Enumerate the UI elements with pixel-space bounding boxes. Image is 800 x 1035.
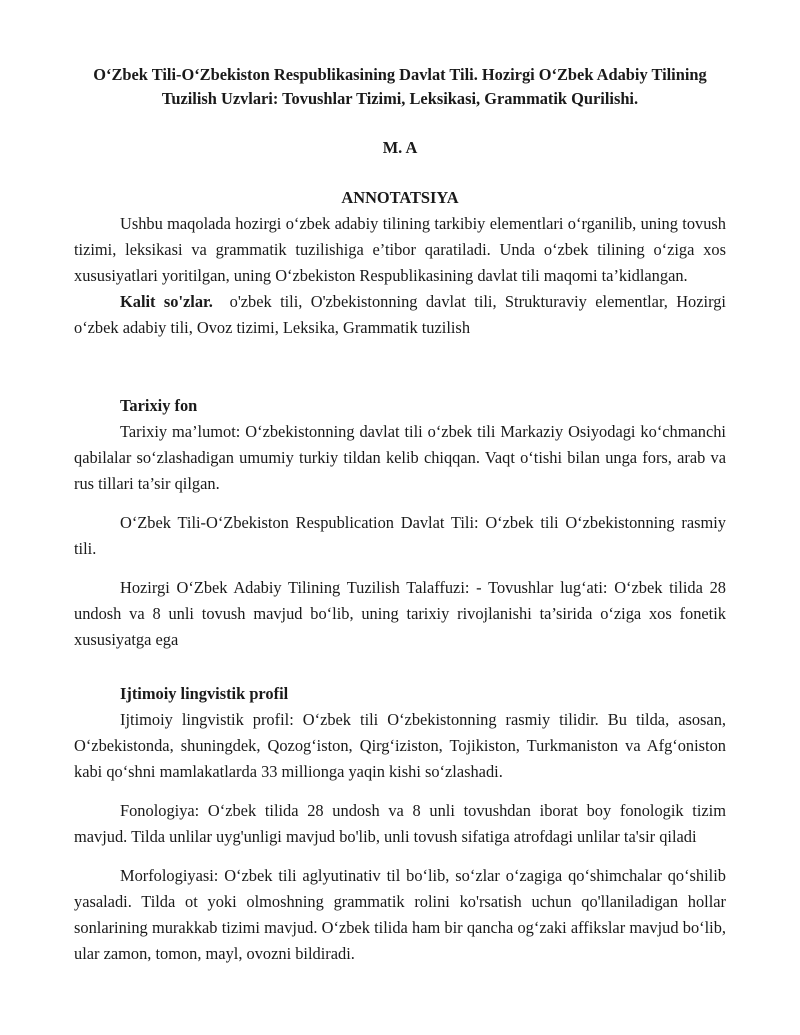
- morphology-paragraph: Morfologiyasi: O‘zbek tili aglyutinativ til bo‘lib, so‘zlar o‘zagiga qo‘shimchalar qo‘shilib yasaladi. Tilda ot yoki olmoshning grammatik rolini ko'rsatish uchun qo'llaniladigan hollar sonlarining murakkab tizimi mavjud. O‘zbek tilida ham bir qancha og‘zaki affikslar mavjud bo‘lib, ular zamon, tomon, mayl, ovozni bildiradi.: [74, 866, 726, 963]
- history-paragraph-1: Tarixiy ma’lumot: O‘zbekistonning davlat tili o‘zbek tili Markaziy Osiyodagi ko‘chmanchi qabilalar so‘zlashadigan umumiy turkiy tildan kelib chiqqan. Vaqt o‘tishi bilan unga fors, arab va rus tillari ta’sir qilgan.: [74, 422, 726, 493]
- history-paragraph-3: Hozirgi O‘Zbek Adabiy Tilining Tuzilish Talaffuzi: - Tovushlar lug‘ati: O‘zbek tilida 28 undosh va 8 unli tovush mavjud bo‘lib, uning tarixiy rivojlanishi ta’sirida o‘ziga xos fonetik xususiyatga ega: [74, 578, 726, 649]
- spacer: [74, 341, 726, 393]
- keywords-text: o'zbek tili, O'zbekistonning davlat tili, Strukturaviy elementlar, Hozirgi o‘zbek adabiy tili, Ovoz tizimi, Leksika, Grammatik tuzilish: [74, 292, 726, 337]
- section-heading-sociolinguistic: Ijtimoiy lingvistik profil: [120, 684, 289, 703]
- annotation-heading: ANNOTATSIYA: [341, 188, 459, 207]
- document-page: [74, 63, 726, 967]
- paper-title: O‘Zbek Tili-O‘Zbekiston Respublikasining Davlat Tili. Hozirgi O‘Zbek Adabiy Tilining Tuzilish Uzvlari: Tovushlar Tizimi, Leksikasi, Grammatik Qurilishi.: [93, 65, 707, 108]
- sociolinguistic-paragraph-1: Ijtimoiy lingvistik profil: O‘zbek tili O‘zbekistonning rasmiy tilidir. Bu tilda, asosan, O‘zbekistonda, shuningdek, Qozog‘iston, Qirg‘iziston, Tojikiston, Turkmaniston va Afg‘oniston kabi qo‘shni mamlakatlarda 33 millionga yaqin kishi so‘zlashadi.: [74, 710, 726, 781]
- phonology-paragraph: Fonologiya: O‘zbek tilida 28 undosh va 8 unli tovushdan iborat boy fonologik tizim mavjud. Tilda unlilar uyg'unligi mavjud bo'lib, unli tovush sifatiga atrofdagi unlilar ta'sir qiladi: [74, 801, 726, 846]
- annotation-paragraph: Ushbu maqolada hozirgi o‘zbek adabiy tilining tarkibiy elementlari o‘rganilib, uning tovush tizimi, leksikasi va grammatik tuzilishiga e’tibor qaratiladi. Unda o‘zbek tilining o‘ziga xos xususiyatlari yoritilgan, uning O‘zbekiston Respublikasining davlat tili maqomi ta’kidlangan.: [74, 214, 726, 285]
- section-heading-history: Tarixiy fon: [120, 396, 198, 415]
- history-paragraph-2: O‘Zbek Tili-O‘Zbekiston Respublication Davlat Tili: O‘zbek tili O‘zbekistonning rasmiy tili.: [74, 513, 726, 558]
- author-name: M. A: [382, 138, 418, 157]
- keywords-paragraph: [74, 289, 726, 341]
- keywords-label: Kalit so'zlar.: [120, 292, 213, 311]
